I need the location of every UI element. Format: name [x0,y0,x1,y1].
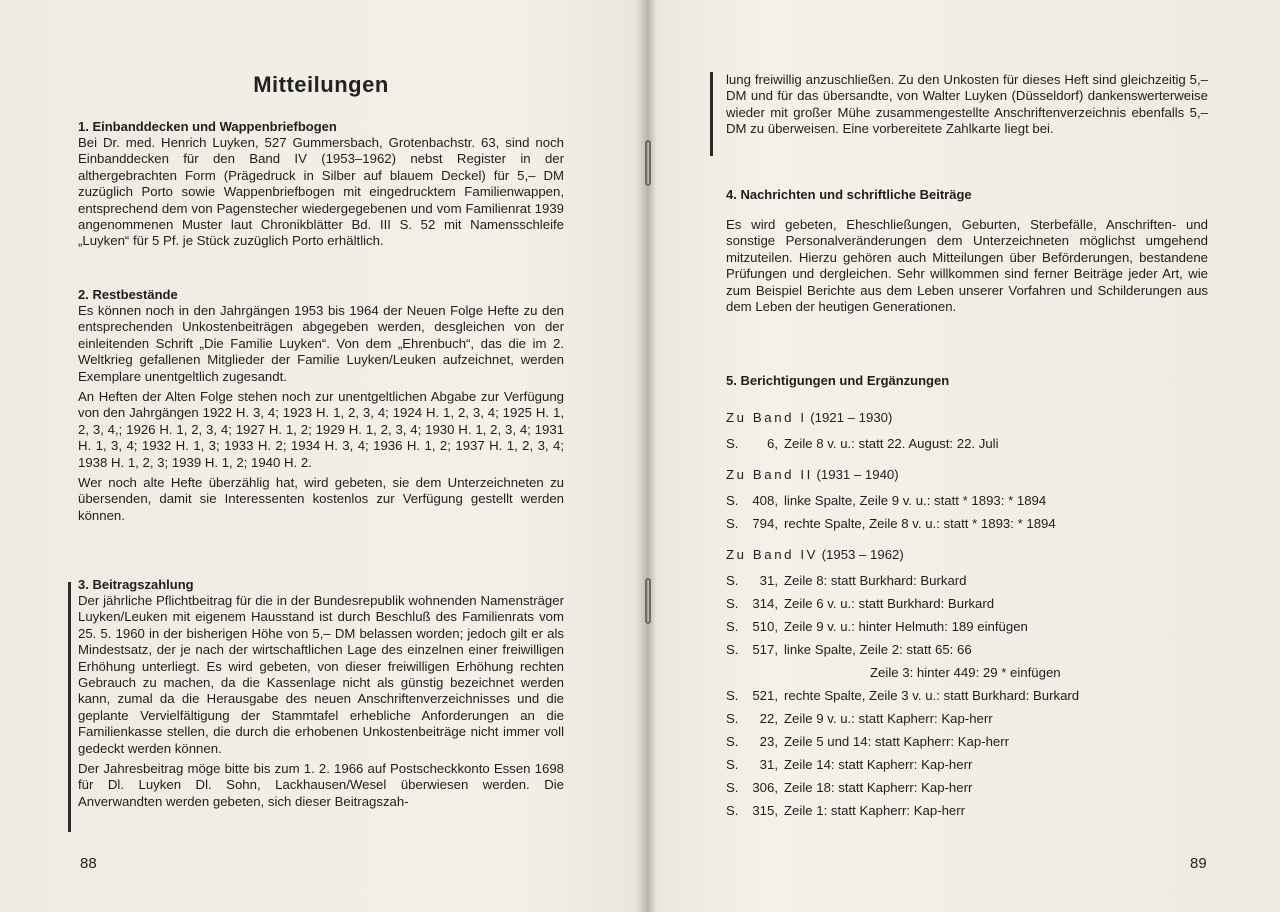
correction-line [726,779,1208,796]
left-page [78,0,564,912]
band-zu-label: Zu [726,410,753,425]
band-heading [726,466,1208,483]
section-paragraph: Wer noch alte Hefte überzählig hat, wird gebeten, sie dem Unterzeichneten zu übersenden, damit sie Interessenten kostenlos zur Verfügung gestellt werden können. [78,475,564,523]
book-gutter [638,0,656,912]
section-paragraph: Der jährliche Pflichtbeitrag für die in der Bundesrepublik wohnenden Namensträger Luyken/Leuken mit eigenem Hausstand ist durch Beschluß des Familienrats vom 25. 5. 1960 in der bisherigen Höhe von 5,– DM belassen worden; jedoch gilt er als Mindestsatz, der je nach der wirtschaftlichen Lage des einzelnen einer freiwilligen Erhöhung unterliegt. Es wird gebeten, von dieser freiwilligen Erhöhung rechten Gebrauch zu machen, da die Kassenlage nicht als günstig bezeichnet werden kann, zumal da die Herausgabe des neuen Anschriftenverzeichnisses und die geplante Vervielfältigung der Stammtafel erhebliche Anforderungen an die Familienkasse stellen, die durch die erhobenen Unkostenbeiträge nicht immer voll gedeckt werden können. [78,593,564,756]
section-nachrichten [726,186,1208,315]
page-ref: 408, [752,493,778,508]
page-ref: 23, [759,734,778,749]
page-ref: 521, [752,688,778,703]
page-ref: 306, [752,780,778,795]
section-heading: 4. Nachrichten und schriftliche Beiträge [726,187,972,202]
page-abbrev: S. [726,516,739,531]
correction-line [726,492,1208,509]
section-heading: 3. Beitragszahlung [78,577,194,592]
page-ref: 22, [759,711,778,726]
correction-text: Zeile 1: statt Kapherr: Kap-herr [784,803,966,818]
section-paragraph: An Heften der Alten Folge stehen noch zur unentgeltlichen Abgabe zur Verfügung von den Jahrgängen 1922 H. 3, 4; 1923 H. 1, 2, 3, 4; 1924 H. 1, 2, 3, 4; 1925 H. 1, 2, 3, 4,; 1926 H. 1, 2, 3, 4; 1927 H. 1, 2; 1929 H. 1, 2, 3, 4; 1930 H. 1, 2, 3, 4; 1931 H. 1, 3, 4; 1932 H. 1, 3; 1933 H. 2; 1934 H. 3, 4; 1936 H. 1, 2; 1937 H. 1, 2, 3, 4; 1938 H. 1, 2, 3; 1939 H. 1, 2; 1940 H. 2. [78,389,564,470]
band-heading [726,546,1208,563]
correction-text: Zeile 8: statt Burkhard: Burkard [784,573,967,588]
page-abbrev: S. [726,734,739,749]
page-abbrev: S. [726,573,739,588]
band-zu-label: Zu [726,467,753,482]
correction-text: linke Spalte, Zeile 9 v. u.: statt * 1893: * 1894 [784,493,1047,508]
correction-text: Zeile 8 v. u.: statt 22. August: 22. Juli [784,436,999,451]
page-ref: 510, [752,619,778,634]
band-heading [726,409,1208,426]
right-page [726,0,1208,912]
staple [645,140,651,186]
band-years: (1953 – 1962) [817,547,904,562]
continuation-block [726,72,1208,138]
correction-line [726,733,1208,750]
section-heading: 2. Restbestände [78,287,178,302]
page-ref: 6, [767,436,778,451]
section-paragraph: Der Jahresbeitrag möge bitte bis zum 1. 2. 1966 auf Postscheckkonto Essen 1698 für Dl. Luyken Dl. Sohn, Lackhausen/Wesel überwiesen werden. Die Anverwandten werden gebeten, sich dieser Beitragszah- [78,761,564,809]
section-heading: 5. Berichtigungen und Ergänzungen [726,373,950,388]
correction-line [726,756,1208,773]
correction-line [726,687,1208,704]
correction-line [726,641,1208,658]
correction-line [726,572,1208,589]
section-beitragszahlung [78,576,564,810]
page-abbrev: S. [726,757,739,772]
correction-text: Zeile 18: statt Kapherr: Kap-herr [784,780,973,795]
page-abbrev: S. [726,436,739,451]
band-name: Band IV [752,547,818,562]
page-number: 89 [1190,855,1207,872]
page-ref: 517, [752,642,778,657]
corrections-list [726,409,1208,819]
correction-continuation: Zeile 3: hinter 449: 29 * einfügen [870,665,1061,680]
page-abbrev: S. [726,780,739,795]
section-restbestaende [78,286,564,524]
correction-line [726,710,1208,727]
band-years: (1931 – 1940) [812,467,899,482]
staple [645,578,651,624]
section-paragraph: Bei Dr. med. Henrich Luyken, 527 Gummersbach, Grotenbachstr. 63, sind noch Einbanddecken für den Band IV (1953–1962) nebst Register in der althergebrachten Form (Prägedruck in Silber auf blauem Deckel) für 5,– DM zuzüglich Porto sowie Wappenbriefbogen mit eingedrucktem Familienwappen, entsprechend dem von Pagenstecher wiedergegebenen und vom Familienrat 1939 angenommenen Muster laut Chronikblätter Bd. III S. 52 mit Namensschleife „Luyken“ für 5 Pf. je Stück zuzüglich Porto erhältlich. [78,135,564,249]
page-title: Mitteilungen [253,72,389,97]
correction-text: Zeile 5 und 14: statt Kapherr: Kap-herr [784,734,1010,749]
page-abbrev: S. [726,596,739,611]
page-abbrev: S. [726,711,739,726]
page-abbrev: S. [726,803,739,818]
continuation-paragraph: lung freiwillig anzuschließen. Zu den Unkosten für dieses Heft sind gleichzeitig 5,– DM und für das übersandte, von Walter Luyken (Düsseldorf) dankenswerterweise wieder mit großer Mühe zusammengestellte Anschriftenverzeichnis ebenfalls 5,– DM zu überweisen. Eine vorbereitete Zahlkarte liegt bei. [726,72,1208,137]
page-ref: 31, [759,573,778,588]
band-name: Band II [752,467,813,482]
correction-line [726,435,1208,452]
page-abbrev: S. [726,619,739,634]
correction-text: Zeile 6 v. u.: statt Burkhard: Burkard [784,596,995,611]
correction-text: Zeile 14: statt Kapherr: Kap-herr [784,757,973,772]
page-ref: 794, [752,516,778,531]
correction-line [726,802,1208,819]
correction-text: rechte Spalte, Zeile 3 v. u.: statt Burkhard: Burkard [784,688,1080,703]
correction-text: rechte Spalte, Zeile 8 v. u.: statt * 1893: * 1894 [784,516,1056,531]
band-zu-label: Zu [726,547,753,562]
correction-line [726,595,1208,612]
section-paragraph: Es wird gebeten, Eheschließungen, Geburten, Sterbefälle, Anschriften- und sonstige Personalveränderungen dem Unterzeichneten möglichst umgehend mitzuteilen. Hierzu gehören auch Mitteilungen über Beförderungen, bestandene Prüfungen und dergleichen. Sehr willkommen sind ferner Beiträge jeder Art, wie zum Beispiel Berichte aus dem Leben unserer Vorfahren und Schilderungen aus dem Leben der heutigen Generationen. [726,217,1208,315]
page-abbrev: S. [726,493,739,508]
correction-line [726,515,1208,532]
page-ref: 31, [759,757,778,772]
page-abbrev: S. [726,688,739,703]
margin-bar [710,72,713,156]
band-years: (1921 – 1930) [806,410,893,425]
page-ref: 314, [752,596,778,611]
section-heading: 1. Einbanddecken und Wappenbriefbogen [78,119,337,134]
page-abbrev: S. [726,642,739,657]
section-einbanddecken [78,118,564,250]
band-name: Band I [752,410,807,425]
page-number: 88 [80,855,97,872]
margin-bar [68,582,71,832]
correction-text: Zeile 9 v. u.: statt Kapherr: Kap-herr [784,711,993,726]
section-paragraph: Es können noch in den Jahrgängen 1953 bis 1964 der Neuen Folge Hefte zu den entsprechenden Unkostenbeiträgen abgegeben werden, desgleichen von der einleitenden Schrift „Die Familie Luyken“. Von dem „Ehrenbuch“, das die im 2. Weltkrieg gefallenen Mitglieder der Familie Luyken/Leuken aufzeichnet, werden Exemplare unentgeltlich zugesandt. [78,303,564,384]
correction-line [726,618,1208,635]
correction-text: Zeile 9 v. u.: hinter Helmuth: 189 einfügen [784,619,1028,634]
page-ref: 315, [752,803,778,818]
section-berichtigungen [726,372,1208,825]
correction-text: linke Spalte, Zeile 2: statt 65: 66 [784,642,972,657]
